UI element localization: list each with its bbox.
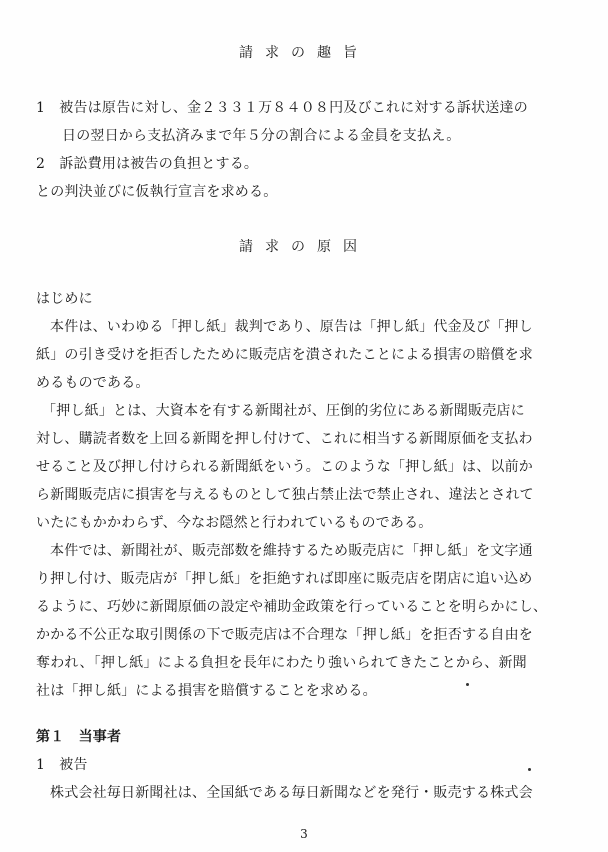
scan-speck bbox=[528, 768, 531, 771]
purpose-closing: との判決並びに仮執行宣言を求める。 bbox=[36, 184, 278, 200]
heading-claim-cause: 請求の原因 bbox=[239, 239, 369, 255]
purpose-item-1-line-1: 1 被告は原告に対し、金２３３１万８４０８円及びこれに対する訴状送達の bbox=[36, 100, 528, 116]
section-1-text: 株式会社毎日新聞社は、全国紙である毎日新聞などを発行・販売する株式会 bbox=[50, 785, 533, 801]
heading-claim-purpose: 請求の趣旨 bbox=[239, 45, 369, 61]
intro-paragraph-2-line: ら新聞販売店に損害を与えるものとして独占禁止法で禁止され、違法とされて bbox=[36, 487, 534, 503]
section-1-subheading-defendant: 1 被告 bbox=[36, 757, 88, 773]
intro-paragraph-2-line: せること及び押し付けられる新聞紙をいう。このような「押し紙」は、以前か bbox=[36, 459, 533, 475]
intro-paragraph-1-line: めるものである。 bbox=[36, 375, 150, 391]
intro-title: はじめに bbox=[36, 291, 93, 307]
intro-paragraph-3-line: るように、巧妙に新聞原価の設定や補助金政策を行っていることを明らかにし、 bbox=[36, 599, 548, 615]
purpose-item-2: 2 訴訟費用は被告の負担とする。 bbox=[36, 156, 259, 172]
intro-paragraph-1-line: 本件は、いわゆる「押し紙」裁判であり、原告は「押し紙」代金及び「押し bbox=[50, 319, 533, 335]
intro-paragraph-2-line: いたにもかかわらず、今なお隠然と行われているものである。 bbox=[36, 515, 433, 531]
intro-paragraph-3-line: り押し付け、販売店が「押し紙」を拒絶すれば即座に販売店を閉店に追い込め bbox=[36, 571, 533, 587]
scan-speck bbox=[466, 683, 469, 686]
intro-paragraph-1-line: 紙」の引き受けを拒否したために販売店を潰されたことによる損害の賠償を求 bbox=[36, 347, 533, 363]
intro-paragraph-3-line: かかる不公正な取引関係の下で販売店は不合理な「押し紙」を拒否する自由を bbox=[36, 627, 533, 643]
intro-paragraph-2-line: 「押し紙」とは、大資本を有する新聞社が、圧倒的劣位にある新聞販売店に bbox=[42, 403, 525, 419]
intro-paragraph-3-line: 本件では、新聞社が、販売部数を維持するため販売店に「押し紙」を文字通 bbox=[50, 543, 533, 559]
intro-paragraph-3-line: 奪われ、「押し紙」による負担を長年にわたり強いられてきたことから、新聞 bbox=[36, 655, 527, 671]
intro-paragraph-2-line: 対し、購読者数を上回る新聞を押し付けて、これに相当する新聞原価を支払わ bbox=[36, 431, 533, 447]
page-number: 3 bbox=[300, 827, 308, 841]
purpose-item-1-line-2: 日の翌日から支払済みまで年５分の割合による金員を支払え。 bbox=[62, 128, 461, 144]
intro-paragraph-3-line: 社は「押し紙」による損害を賠償することを求める。 bbox=[36, 683, 377, 699]
section-1-title: 第１ 当事者 bbox=[36, 729, 122, 745]
